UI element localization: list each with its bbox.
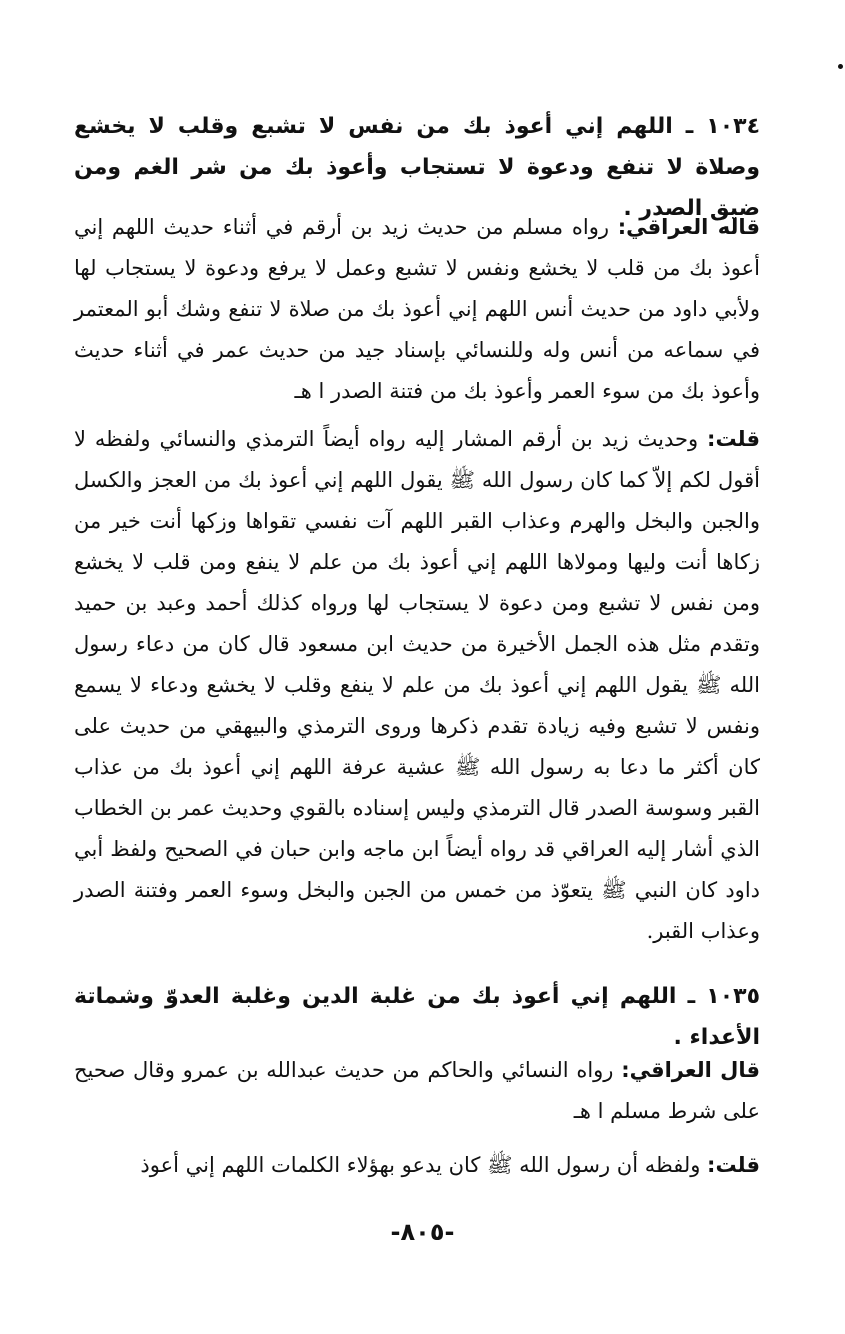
text-column: [74, 102, 761, 1177]
iraqi-label: قاله العراقي:: [617, 215, 760, 239]
iraqi-text: رواه مسلم من حديث زيد بن أرقم في أثناء حديث اللهم إني أعوذ بك من قلب لا يخشع ونفس لا تشبع وعمل لا يرفع ودعوة لا يستجاب لها ولأبي داود من حديث أنس اللهم إني أعوذ بك من صلاة لا تنفع وشك أبو المعتمر في سماعه من أنس وله وللنسائي بإسناد جيد من حديث عمر في أثناء حديث وأعوذ بك من سوء العمر وأعوذ بك من فتنة الصدر ا هـ: [74, 215, 760, 403]
iraqi-commentary-1035: [74, 1050, 760, 1132]
margin-mark: [838, 64, 843, 69]
entry-1034-heading: ١٠٣٤ ـ اللهم إني أعوذ بك من نفس لا تشبع وقلب لا يخشع وصلاة لا تنفع ودعوة لا تستجاب وأعوذ بك من شر الغم ومن ضيق الصدر .: [74, 114, 760, 221]
qultu-text: ولفظه أن رسول الله ﷺ كان يدعو بهؤلاء الكلمات اللهم إني أعوذ: [140, 1153, 708, 1177]
entry-1035-heading: ١٠٣٥ ـ اللهم إني أعوذ بك من غلبة الدين وغلبة العدوّ وشماتة الأعداء .: [74, 984, 760, 1050]
iraqi-commentary-1034: [74, 207, 760, 412]
iraqi-label: قال العراقي:: [621, 1058, 761, 1082]
author-note-1035: [74, 1145, 760, 1186]
iraqi-text: رواه النسائي والحاكم من حديث عبدالله بن عمرو وقال صحيح على شرط مسلم ا هـ: [74, 1058, 760, 1123]
page-number: -٨٠٥-: [390, 1218, 455, 1246]
qultu-label: قلت:: [707, 1153, 760, 1177]
qultu-label: قلت:: [707, 427, 760, 451]
author-note-1034: [74, 419, 760, 952]
qultu-text: وحديث زيد بن أرقم المشار إليه رواه أيضاً الترمذي والنسائي ولفظه لا أقول لكم إلاّ كما كان رسول الله ﷺ يقول اللهم إني أعوذ بك من العجز والكسل والجبن والبخل والهرم وعذاب القبر اللهم آت نفسي تقواها وزكها أنت خير من زكاها أنت وليها ومولاها اللهم إني أعوذ بك من علم لا ينفع ومن قلب لا يخشع ومن نفس لا تشبع ومن دعوة لا يستجاب لها ورواه كذلك أحمد وعبد بن حميد وتقدم مثل هذه الجمل الأخيرة من حديث ابن مسعود قال كان من دعاء رسول الله ﷺ يقول اللهم إني أعوذ بك من علم لا ينفع وقلب لا يخشع ودعاء لا يسمع ونفس لا تشبع وفيه زيادة تقدم ذكرها وروى الترمذي والبيهقي من حديث على كان أكثر ما دعا به رسول الله ﷺ عشية عرفة اللهم إني أعوذ بك من عذاب القبر وسوسة الصدر قال الترمذي وليس إسناده بالقوي وحديث عمر بن الخطاب الذي أشار إليه العراقي قد رواه أيضاً ابن ماجه وابن حبان في الصحيح ولفظ أبي داود كان النبي ﷺ يتعوّذ من خمس من الجبن والبخل وسوء العمر وفتنة الصدر وعذاب القبر.: [74, 427, 760, 943]
